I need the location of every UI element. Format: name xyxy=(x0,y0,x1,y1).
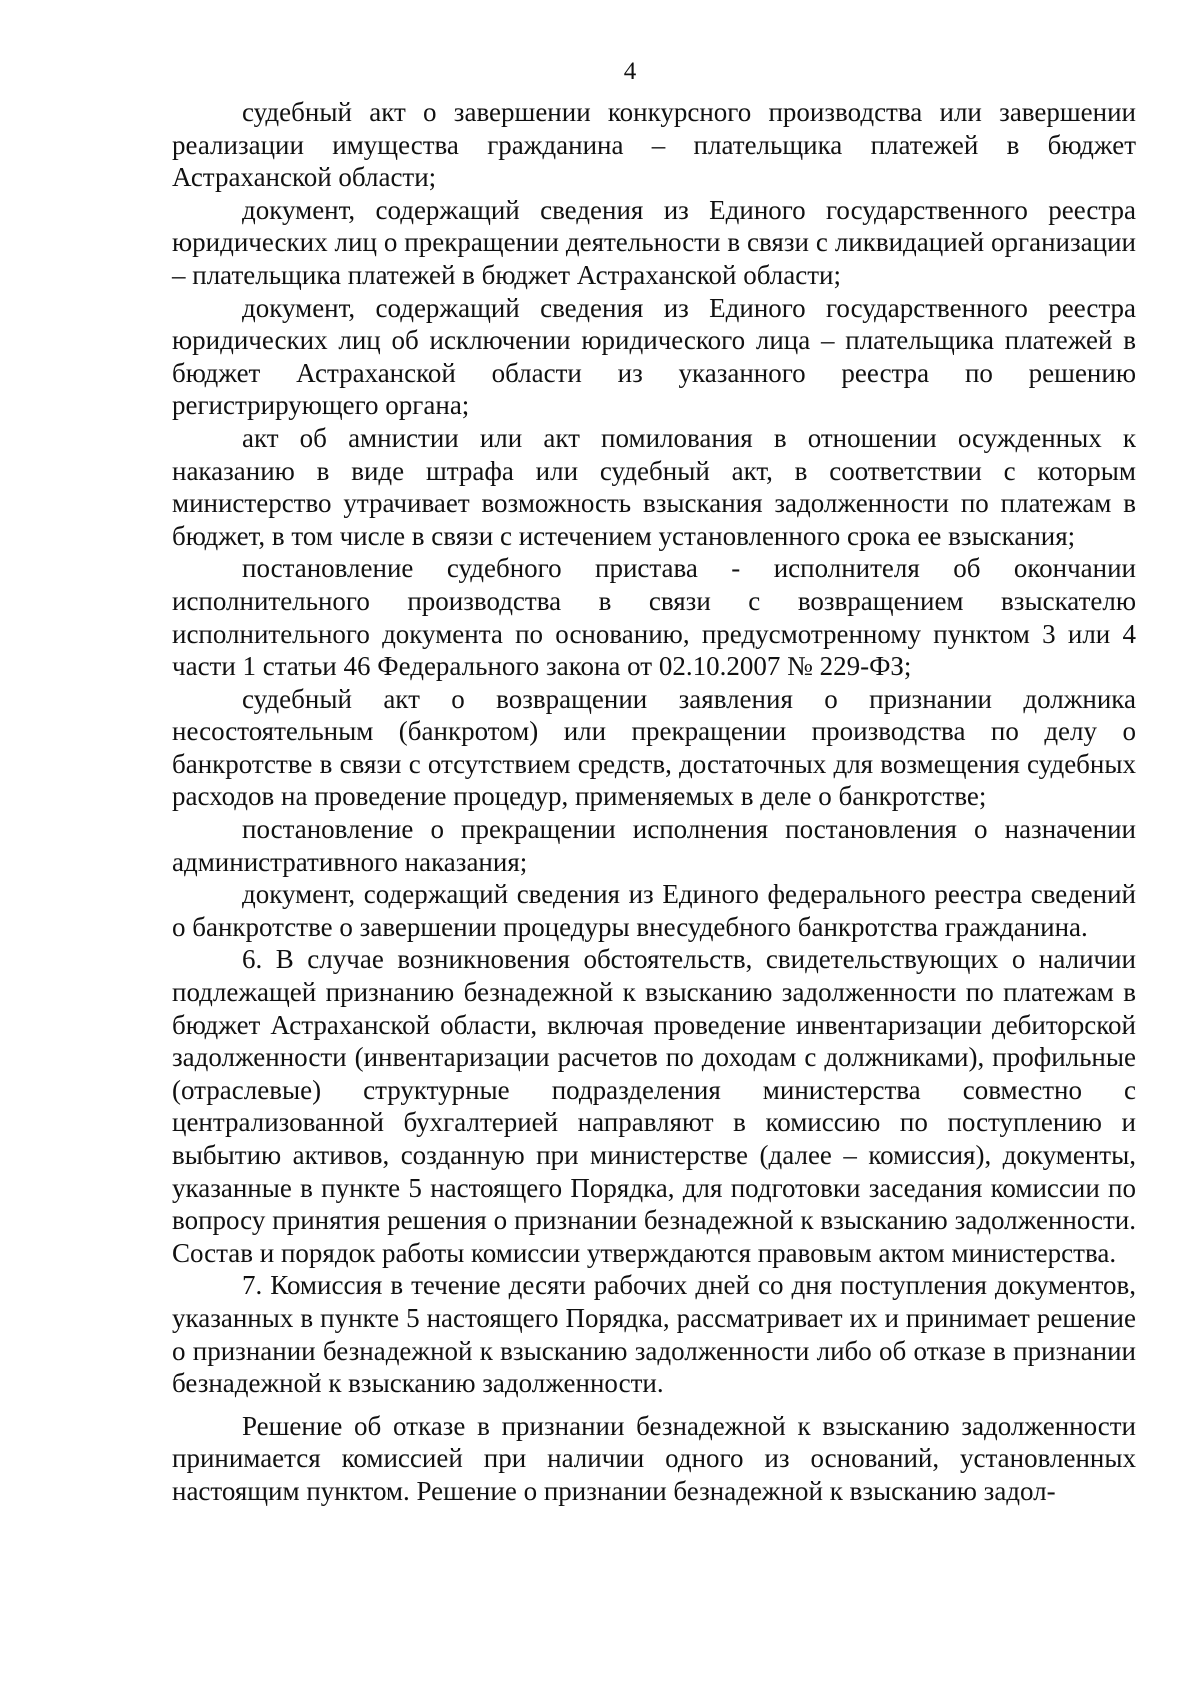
paragraph-court-act-bankruptcy-completion: судебный акт о завершении конкурсного производства или завершении реализации имущества гражданина – плательщика платежей в бюджет Астраханской области; xyxy=(172,97,1136,193)
paragraph-extrajudicial-bankruptcy: документ, содержащий сведения из Единого федерального реестра сведений о банкротстве о завершении процедуры внесудебного банкротства гражданина. xyxy=(172,879,1136,942)
document-body xyxy=(172,96,1136,1508)
paragraph-item-7: 7. Комиссия в течение десяти рабочих дней со дня поступления документов, указанных в пункте 5 настоящего Порядка, рассматривает их и принимает решение о признании безнадежной к взысканию задолженности либо об отказе в признании безнадежной к взысканию задолженности. xyxy=(172,1270,1136,1399)
paragraph-court-act-return-application: судебный акт о возвращении заявления о признании должника несостоятельным (банкротом) или прекращении производства по делу о банкротстве в связи с отсутствием средств, достаточных для возмещения судебных расходов на проведение процедур, применяемых в деле о банкротстве; xyxy=(172,683,1136,812)
page-number: 4 xyxy=(623,58,637,85)
paragraph-egrul-exclusion: документ, содержащий сведения из Единого государственного реестра юридических лиц об исключении юридического лица – плательщика платежей в бюджет Астраханской области из указанного реестра по решению регистрирующего органа; xyxy=(172,292,1136,421)
paragraph-amnesty-act: акт об амнистии или акт помилования в отношении осужденных к наказанию в виде штрафа или судебный акт, в соответствии с которым министерство утрачивает возможность взыскания задолженности по платежам в бюджет, в том числе в связи с истечением установленного срока ее взыскания; xyxy=(172,422,1136,551)
paragraph-bailiff-resolution: постановление судебного пристава - исполнителя об окончании исполнительного производства в связи с возвращением взыскателю исполнительного документа по основанию, предусмотренному пунктом 3 или 4 части 1 статьи 46 Федерального закона от 02.10.2007 № 229-ФЗ; xyxy=(172,553,1136,682)
paragraph-refusal-decision: Решение об отказе в признании безнадежной к взысканию задолженности принимается комиссией при наличии одного из оснований, установленных настоящим пунктом. Решение о признании безнадежной к взысканию задол- xyxy=(172,1410,1136,1506)
paragraph-termination-resolution: постановление о прекращении исполнения постановления о назначении административного наказания; xyxy=(172,814,1136,877)
paragraph-item-6: 6. В случае возникновения обстоятельств, свидетельствующих о наличии подлежащей признанию безнадежной к взысканию задолженности по платежам в бюджет Астраханской области, включая проведение инвентаризации дебиторской задолженности (инвентаризации расчетов по доходам с должниками), профильные (отраслевые) структурные подразделения министерства совместно с централизованной бухгалтерией направляют в комиссию по поступлению и выбытию активов, созданную при министерстве (далее – комиссия), документы, указанные в пункте 5 настоящего Порядка, для подготовки заседания комиссии по вопросу принятия решения о признании безнадежной к взысканию задолженности. Состав и порядок работы комиссии утверждаются правовым актом министерства. xyxy=(172,944,1136,1268)
paragraph-egrul-liquidation: документ, содержащий сведения из Единого государственного реестра юридических лиц о прекращении деятельности в связи с ликвидацией организации – плательщика платежей в бюджет Астраханской области; xyxy=(172,194,1136,290)
